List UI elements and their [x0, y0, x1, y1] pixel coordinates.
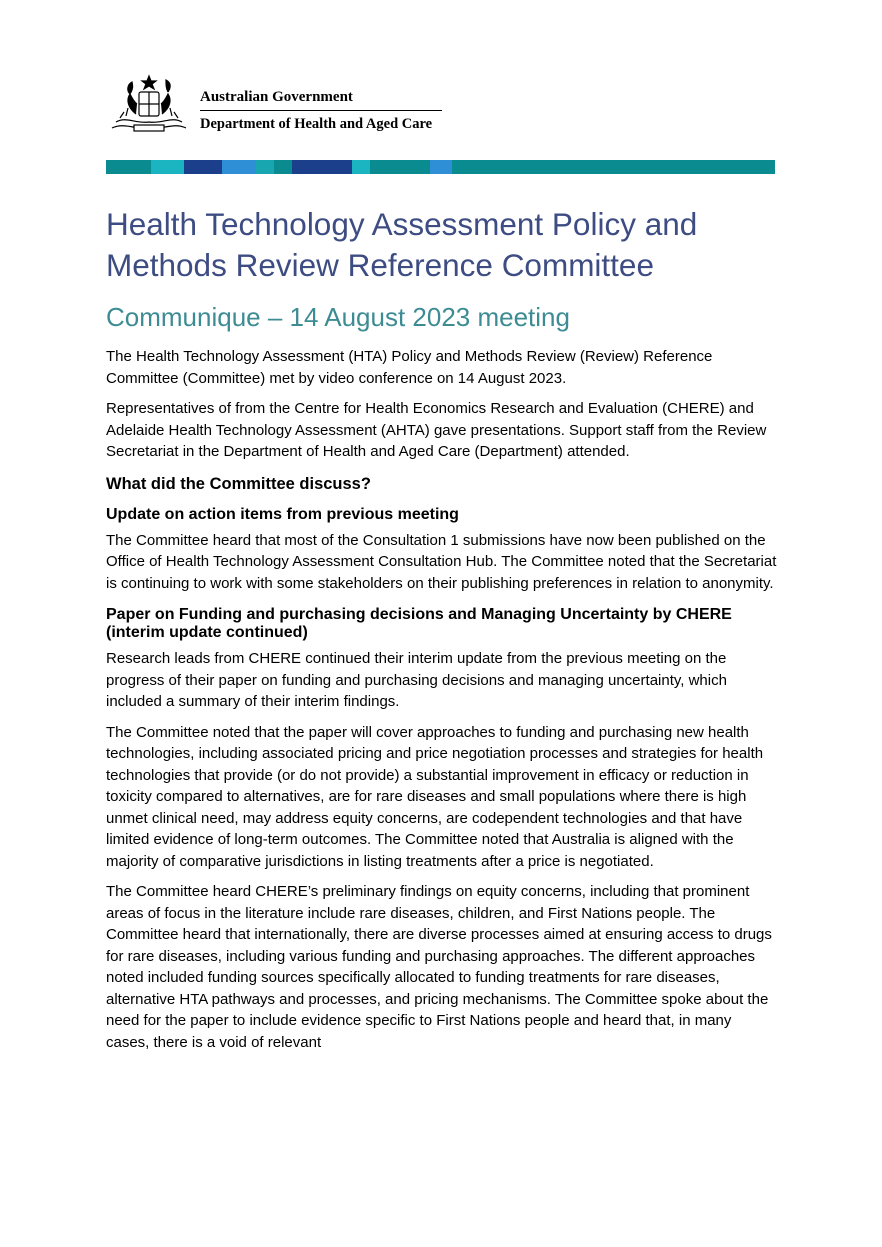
subsection-heading: Update on action items from previous meeting: [106, 505, 459, 523]
bar-segment: [184, 160, 222, 174]
subsection-heading: Paper on Funding and purchasing decisions and Managing Uncertainty by CHERE (interim update continued): [106, 606, 732, 641]
intro-paragraph: Representatives of from the Centre for Health Economics Research and Evaluation (CHERE) and Adelaide Health Technology Assessment (AHTA) gave presentations. Support staff from the Review Secretariat in the Department of Health and Aged Care (Department) attended.: [106, 400, 767, 460]
body-paragraph: The Committee noted that the paper will cover approaches to funding and purchasing new health technologies, including associated pricing and price negotiation processes and strategies for health technologies that provide (or do not provide) a substantial improvement in efficacy or reduction in toxicity compared to alternatives, are for rare diseases and small populations where there is high unmet clinical need, may address equity concerns, are codependent technologies and that have limited evidence of long-term outcomes. The Committee noted that Australia is aligned with the majority of comparative jurisdictions in listing treatments after a price is negotiated.: [106, 723, 764, 870]
bar-segment: [274, 160, 292, 174]
brand-color-bar: [106, 160, 775, 174]
bar-segment: [292, 160, 352, 174]
body-paragraph: The Committee heard CHERE’s preliminary findings on equity concerns, including that prominent areas of focus in the literature include rare diseases, children, and First Nations people. The Committee heard that internationally, there are diverse processes aimed at ensuring access to drugs for rare diseases, including various funding and purchasing approaches. The different approaches noted included funding sources specifically allocated to funding treatments for rare diseases, alternative HTA pathways and processes, and pricing mechanisms. The Committee spoke about the need for the paper to include evidence specific to First Nations people and heard that, in many cases, there is a void of relevant: [106, 883, 772, 1051]
bar-segment: [352, 160, 370, 174]
bar-segment: [222, 160, 256, 174]
body-paragraph: The Committee heard that most of the Consultation 1 submissions have now been published on the Office of Health Technology Assessment Consultation Hub. The Committee noted that the Secretariat is continuing to work with some stakeholders on their publishing preferences in relation to anonymity.: [106, 531, 777, 592]
section-heading: What did the Committee discuss?: [106, 474, 371, 493]
coat-of-arms-logo: [106, 72, 192, 138]
bar-segment: [430, 160, 452, 174]
bar-segment: [452, 160, 775, 174]
document-body: [106, 204, 778, 1062]
document-title: Health Technology Assessment Policy and Methods Review Reference Committee: [106, 206, 698, 283]
government-name: Australian Government: [200, 89, 442, 111]
bar-segment: [151, 160, 184, 174]
department-name: Department of Health and Aged Care: [200, 116, 433, 132]
bar-segment: [370, 160, 430, 174]
bar-segment: [256, 160, 274, 174]
body-paragraph: Research leads from CHERE continued their interim update from the previous meeting on the progress of their paper on funding and purchasing decisions and managing uncertainty, which included a summary of their interim findings.: [106, 650, 727, 710]
bar-segment: [106, 160, 151, 174]
document-subtitle: Communique – 14 August 2023 meeting: [106, 302, 570, 332]
intro-paragraph: The Health Technology Assessment (HTA) Policy and Methods Review (Review) Reference Committee (Committee) met by video conference on 14 August 2023.: [106, 348, 713, 387]
